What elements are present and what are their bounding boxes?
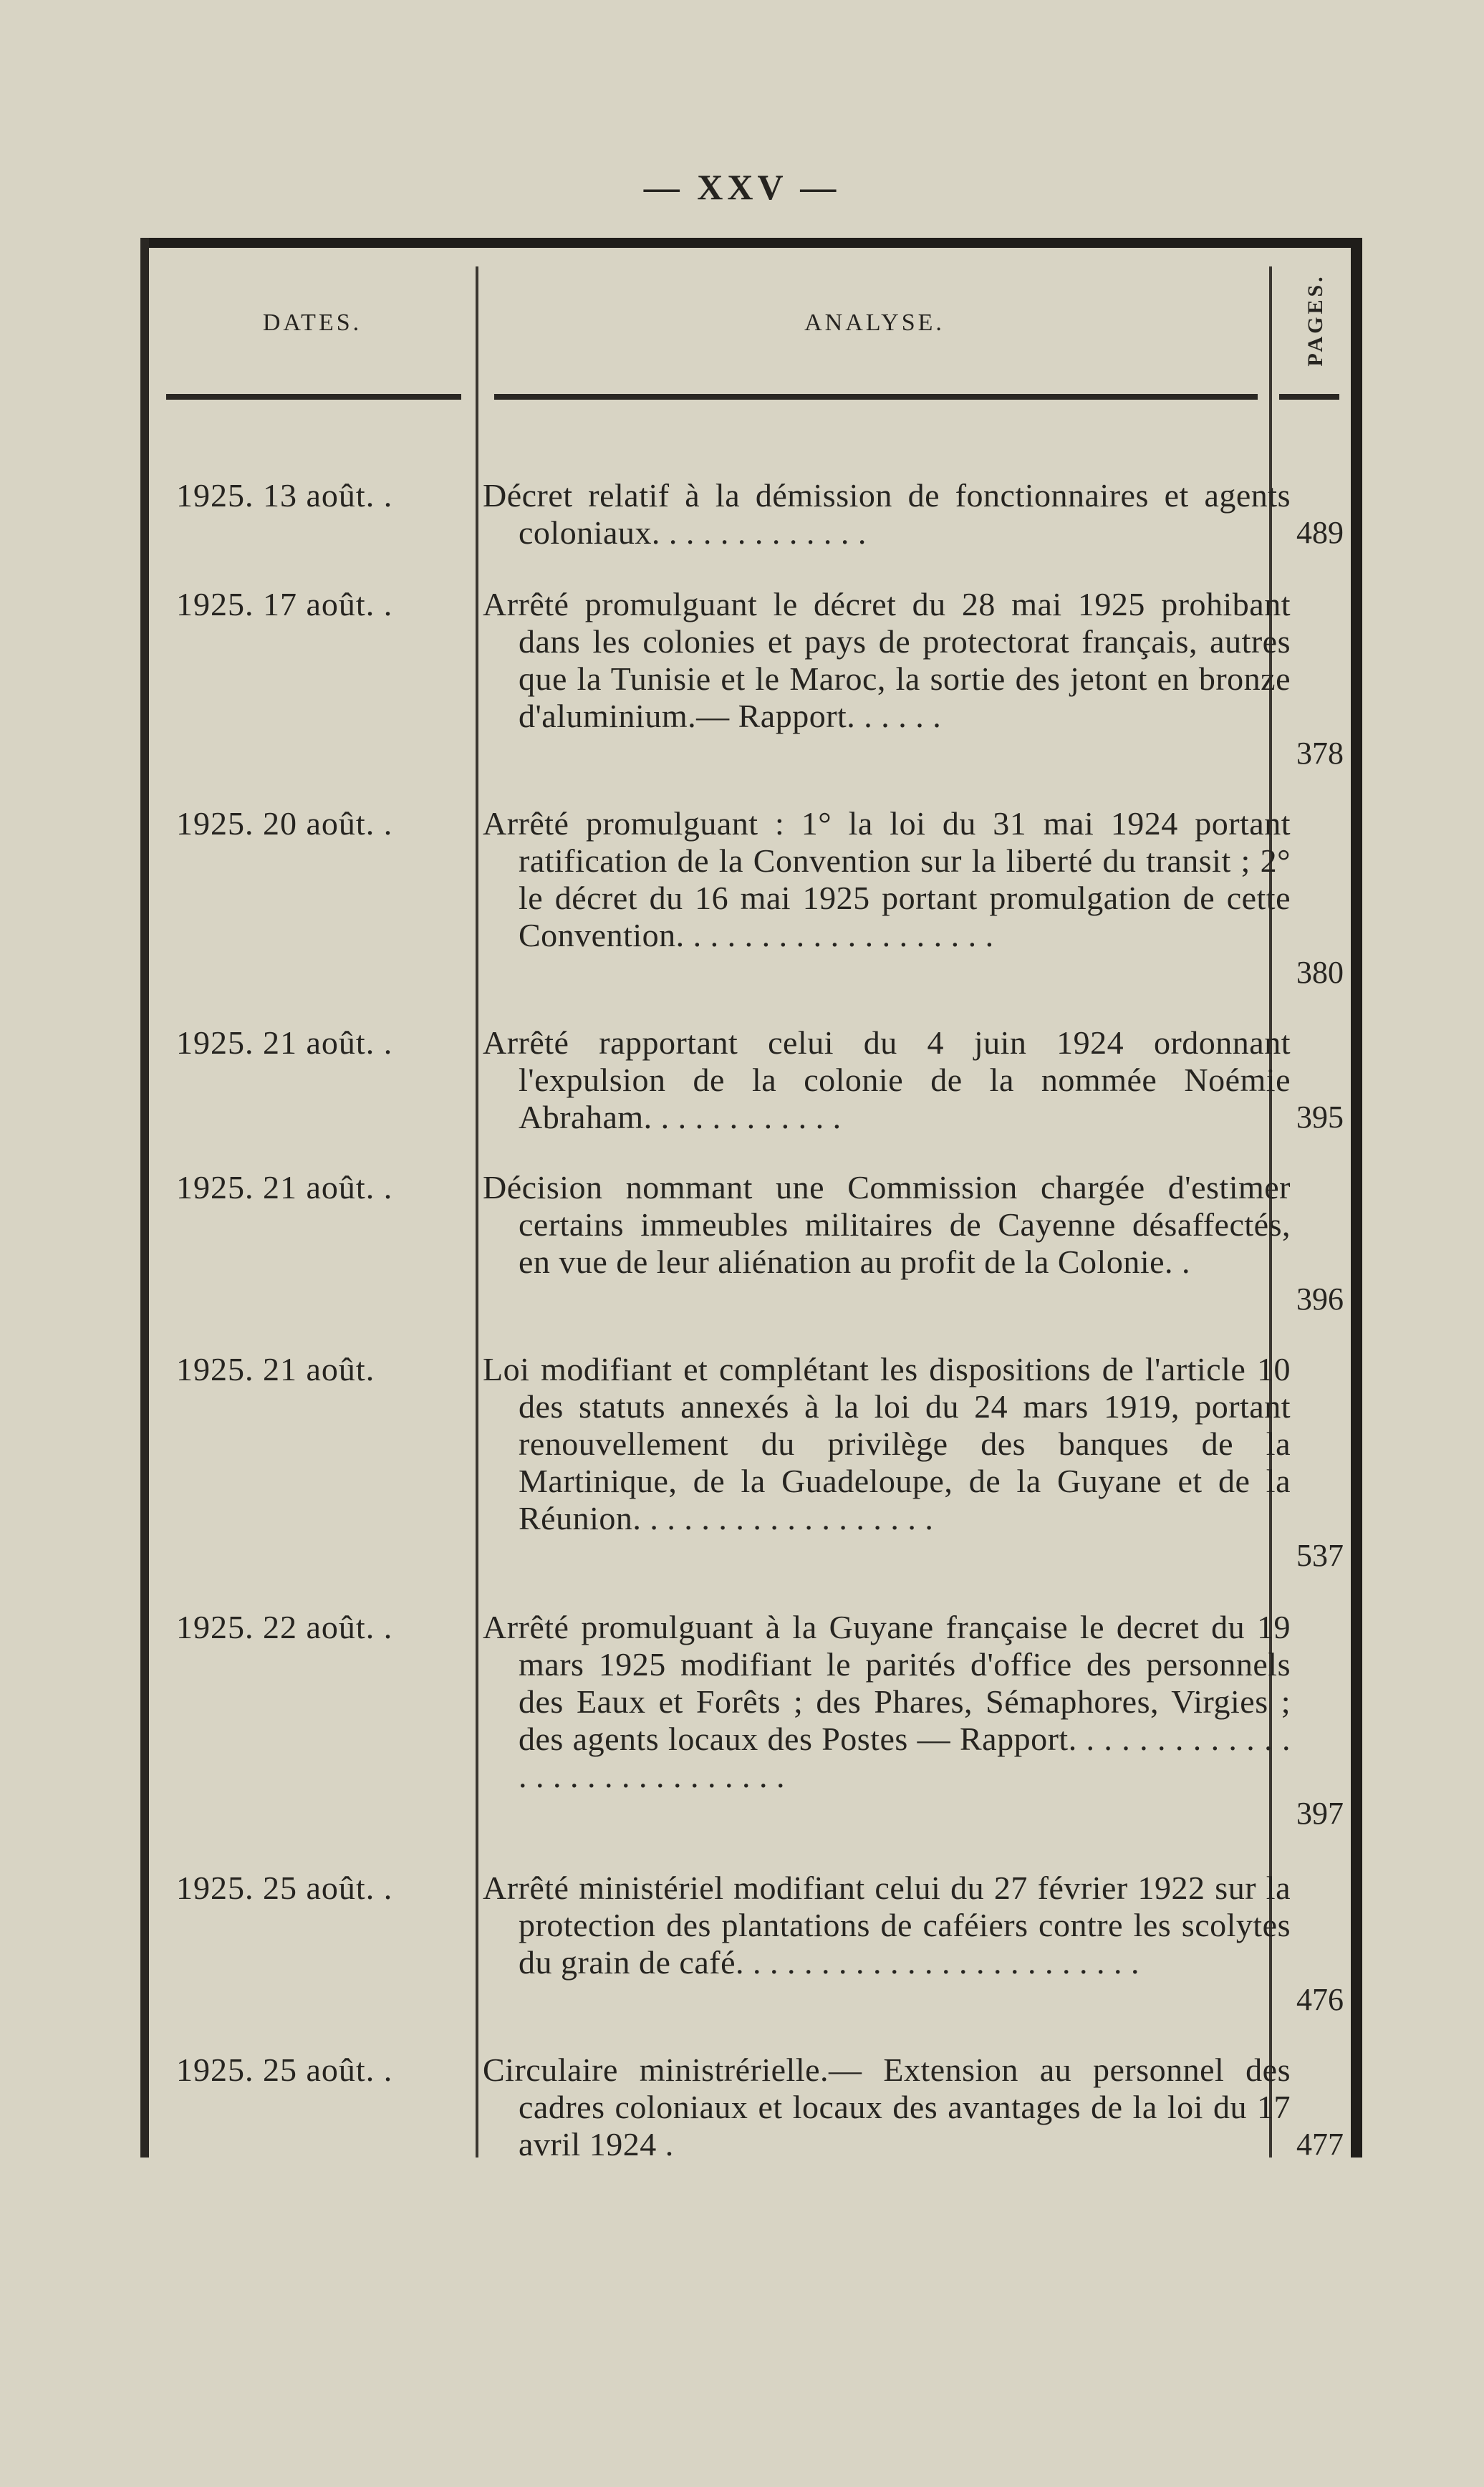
entry-analysis: Décret relatif à la démission de fonctionnaires et agents coloniaux. . . . . . . . . . . . . xyxy=(483,477,1291,551)
entry-analysis: Arrêté promulguant le décret du 28 mai 1925 prohibant dans les colonies et pays de protectorat français, autres que la Tunisie et le Maroc, la sortie des jetont en bronze d'aluminium.— Rapport. . . . . . xyxy=(483,586,1291,734)
entry-date: 1925. 17 août. . xyxy=(176,586,393,622)
entry-date: 1925. 22 août. . xyxy=(176,1609,393,1645)
header-rule-dates xyxy=(166,394,461,400)
entry-page: 489 xyxy=(1296,515,1344,550)
entry-analysis: Arrêté rapportant celui du 4 juin 1924 ordonnant l'expulsion de la colonie de la nommée Noémie Abraham. . . . . . . . . . . . xyxy=(483,1024,1291,1135)
entry-page: 380 xyxy=(1296,955,1344,990)
column-header-dates: DATES. xyxy=(262,309,362,336)
entry-date: 1925. 21 août. xyxy=(176,1351,375,1387)
header-rule-pages xyxy=(1279,394,1339,400)
entry-page: 397 xyxy=(1296,1796,1344,1831)
entry-date: 1925. 25 août. . xyxy=(176,2051,393,2088)
entry-date: 1925. 25 août. . xyxy=(176,1870,393,1906)
entry-date: 1925. 21 août. . xyxy=(176,1024,393,1061)
entry-analysis: Loi modifiant et complétant les dispositions de l'article 10 des statuts annexés à la loi du 24 mars 1919, portant renouvellement du privilège des banques de la Martinique, de la Guadeloupe, de la Guyane et de la Réunion. . . . . . . . . . . . . . . . . . xyxy=(483,1351,1291,1536)
entry-page: 395 xyxy=(1296,1100,1344,1135)
index-table xyxy=(140,238,1362,2163)
entry-page: 396 xyxy=(1296,1281,1344,1317)
header-rule-analysis xyxy=(494,394,1258,400)
column-header-analysis: ANALYSE. xyxy=(804,309,945,336)
table-top-rule xyxy=(140,238,1362,248)
entry-date: 1925. 21 août. . xyxy=(176,1169,393,1206)
entry-page: 477 xyxy=(1296,2127,1344,2162)
column-header-pages xyxy=(1283,259,1348,381)
page-number: — XXV — xyxy=(643,167,841,207)
entry-analysis: Circulaire ministrérielle.— Extension au personnel des cadres coloniaux et locaux des avantages de la loi du 17 avril 1924 . xyxy=(483,2051,1291,2163)
entry-analysis: Arrêté promulguant : 1° la loi du 31 mai 1924 portant ratification de la Convention sur la liberté du transit ; 2° le décret du 16 mai 1925 portant promulgation de cette Convention. . . . . . . . . . . . . . . . . . . xyxy=(483,805,1291,953)
entry-page: 537 xyxy=(1296,1538,1344,1573)
entry-page: 476 xyxy=(1296,1982,1344,2017)
entry-date: 1925. 13 août. . xyxy=(176,477,393,514)
entry-date: 1925. 20 août. . xyxy=(176,805,393,842)
column-header-pages-label: PAGES. xyxy=(1304,274,1327,367)
entry-analysis: Arrêté promulguant à la Guyane française le decret du 19 mars 1925 modifiant le parités d'office des personnels des Eaux et Forêts ; des Phares, Sémaphores, Virgies ; des agents locaux des Postes — Rapport. . . . . . . . . . . . . . . . . . . . . . . . . . . . . xyxy=(483,1609,1291,1794)
table-right-rule xyxy=(1351,238,1362,2158)
entry-analysis: Décision nommant une Commission chargée d'estimer certains immeubles militaires de Cayenne désaffectés, en vue de leur aliénation au profit de la Colonie. . xyxy=(483,1169,1291,1280)
entry-page: 378 xyxy=(1296,736,1344,771)
entry-analysis: Arrêté ministériel modifiant celui du 27 février 1922 sur la protection des plantations de caféiers contre les scolytes du grain de café. . . . . . . . . . . . . . . . . . . . . . . . xyxy=(483,1870,1291,1981)
table-left-rule xyxy=(140,238,149,2158)
